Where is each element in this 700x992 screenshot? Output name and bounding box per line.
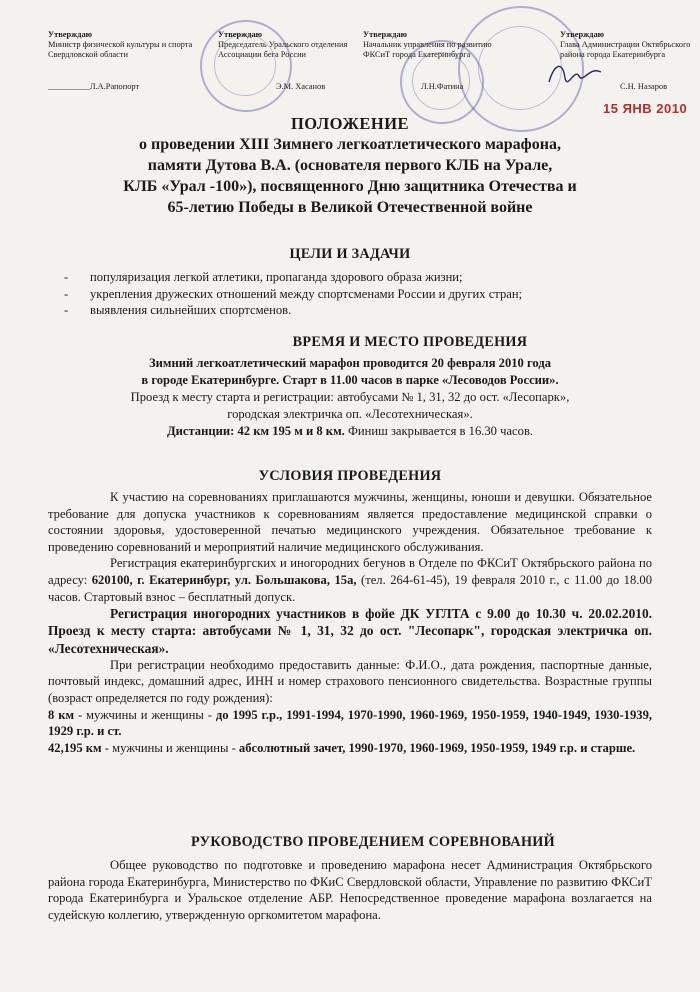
approval-block bbox=[363, 30, 513, 91]
title-line: памяти Дутова В.А. (основателя первого КЛБ на Урале, bbox=[147, 157, 553, 174]
list-item: - выявления сильнейших спортсменов. bbox=[64, 303, 292, 317]
management-section bbox=[0, 834, 700, 923]
approval-signature-line: __________Л.А.Рапопорт bbox=[48, 82, 140, 91]
approval-position: Председатель Уральского отделения Ассоциации бега России bbox=[218, 40, 348, 59]
document-title bbox=[0, 113, 700, 218]
approval-position: Министр физической культуры и спорта Свердловской области bbox=[48, 40, 193, 59]
section-heading: ВРЕМЯ И МЕСТО ПРОВЕДЕНИЯ bbox=[292, 334, 528, 350]
goals-list bbox=[0, 269, 700, 319]
age-groups-42km: 42,195 км - мужчины и женщины - абсолютный зачет, 1990-1970, 1960-1969, 1950-1959, 1949 г.р. и старше. bbox=[48, 740, 636, 755]
paragraph: Регистрация екатеринбургских и иногородних бегунов в Отделе по ФКСиТ Октябрьского района по адресу: 620100, г. Екатеринбург, ул. Большакова, 15а, (тел. 264-61-45), 19 февраля 2010 г., с 11.00 до 18.00 часов. Стартовый взнос – бесплатный допуск. bbox=[48, 556, 653, 604]
distances-line: Дистанции: 42 км 195 м и 8 км. Финиш закрывается в 16.30 часов. bbox=[166, 424, 534, 438]
paragraph: Общее руководство по подготовке и проведению марафона несет Администрация Октябрьского района города Екатеринбурга, Министерство по ФКиС Свердловской области, Управление по развитию ФКСиТ города Екатеринбурга и Уральское отделение АБР. Непосредственное проведение марафона возлагается на судейскую коллегию, утвержденную оргкомитетом марафона. bbox=[48, 858, 652, 922]
paragraph: При регистрации необходимо предоставить данные: Ф.И.О., дата рождения, паспортные данные, почтовый индекс, домашний адрес, ИНН и номер страхового пенсионного свидетельства. Возрастные группы (возраст определяется по году рождения): bbox=[48, 657, 652, 705]
title-main: ПОЛОЖЕНИЕ bbox=[290, 114, 410, 133]
text-line: городская электричка оп. «Лесотехническая». bbox=[227, 407, 473, 421]
title-line: 65-летию Победы в Великой Отечественной войне bbox=[167, 199, 533, 216]
title-line: о проведении XIII Зимнего легкоатлетического марафона, bbox=[139, 136, 561, 153]
section-heading: УСЛОВИЯ ПРОВЕДЕНИЯ bbox=[258, 468, 442, 484]
date-stamp: 15 ЯНВ 2010 bbox=[603, 101, 688, 116]
list-item: - популяризация легкой атлетики, пропаганда здорового образа жизни; bbox=[64, 270, 463, 284]
approval-position: Глава Администрации Октябрьского района города Екатеринбурга bbox=[560, 40, 691, 59]
approval-label: Утверждаю bbox=[363, 30, 408, 39]
paragraph: К участию на соревнованиях приглашаются мужчины, женщины, юноши и девушки. Обязательное требование для допуска участников к соревнованиям является предоставление медицинской справки о состоянии здоровья, удостоверенной печатью медицинского учреждения. Обязательное требование к проведению соревнований и мероприятий наличие медицинского обслуживания. bbox=[48, 490, 652, 554]
approval-block bbox=[48, 30, 208, 91]
text-line: в городе Екатеринбурге. Старт в 11.00 часов в парке «Лесоводов России». bbox=[141, 373, 559, 387]
section-heading: ЦЕЛИ И ЗАДАЧИ bbox=[289, 246, 411, 262]
approval-header bbox=[0, 30, 700, 100]
approval-label: Утверждаю bbox=[218, 30, 263, 39]
approval-signature-line: Л.Н.Фатина bbox=[421, 82, 464, 91]
text-line: Зимний легкоатлетический марафон проводится 20 февраля 2010 года bbox=[149, 356, 551, 370]
approval-label: Утверждаю bbox=[560, 30, 605, 39]
approval-block bbox=[218, 30, 358, 91]
goals-section bbox=[0, 246, 700, 319]
approval-signature-line: С.Н. Назаров bbox=[620, 82, 668, 91]
approval-label: Утверждаю bbox=[48, 30, 93, 39]
time-place-section bbox=[0, 334, 700, 440]
approval-block bbox=[560, 30, 700, 91]
list-item: - укрепления дружеских отношений между спортсменами России и других стран; bbox=[64, 286, 523, 301]
approval-position: Начальник управления по развитию ФКСиТ города Екатеринбурга bbox=[363, 40, 492, 59]
title-line: КЛБ «Урал -100»), посвященного Дню защитника Отечества и bbox=[123, 178, 577, 195]
approval-signature-line: Э.М. Хасанов bbox=[276, 82, 326, 91]
section-heading: РУКОВОДСТВО ПРОВЕДЕНИЕМ СОРЕВНОВАНИЙ bbox=[191, 834, 555, 850]
paragraph: Регистрация иногородних участников в фойе ДК УГЛТА с 9.00 до 10.30 ч. 20.02.2010. Проезд к месту старта: автобусами № 1, 31, 32 до ост. "Лесопарк", городская электричка оп. «Лесотехническая». bbox=[48, 606, 652, 656]
conditions-section bbox=[0, 468, 700, 756]
age-groups-8km: 8 км - мужчины и женщины - до 1995 г.р., 1991-1994, 1970-1990, 1960-1969, 1950-1959, 1940-1949, 1930-1939, 1929 г.р. и ст. bbox=[48, 707, 653, 739]
text-line: Проезд к месту старта и регистрации: автобусами № 1, 31, 32 до ост. «Лесопарк», bbox=[130, 390, 570, 404]
